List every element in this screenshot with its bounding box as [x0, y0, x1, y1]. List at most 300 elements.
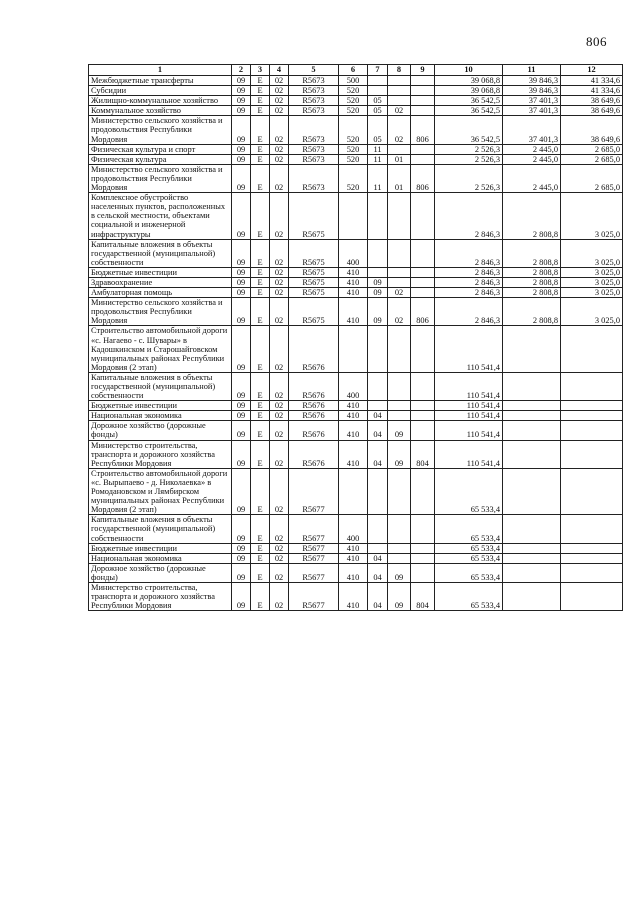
- table-row: [89, 239, 623, 267]
- code-subsection-cell: 02: [388, 116, 411, 144]
- code-subprogram-cell: Е: [251, 372, 270, 400]
- code-main-event-cell: 02: [270, 440, 289, 468]
- table-row: [89, 411, 623, 421]
- code-section-cell: 04: [368, 411, 388, 421]
- code-program-cell: 09: [232, 164, 251, 192]
- code-target-cell: R5677: [289, 553, 339, 563]
- amount-year-2-cell: [503, 372, 561, 400]
- code-expense-type-cell: 400: [339, 239, 368, 267]
- code-target-cell: R5675: [289, 239, 339, 267]
- code-subsection-cell: 02: [388, 106, 411, 116]
- row-name-cell: Национальная экономика: [89, 553, 232, 563]
- code-subprogram-cell: Е: [251, 154, 270, 164]
- column-header: 8: [388, 65, 411, 76]
- amount-year-2-cell: 39 846,3: [503, 86, 561, 96]
- code-expense-type-cell: 410: [339, 411, 368, 421]
- amount-year-1-cell: 65 533,4: [435, 468, 503, 514]
- column-header: 6: [339, 65, 368, 76]
- code-subprogram-cell: Е: [251, 582, 270, 610]
- code-expense-type-cell: 410: [339, 543, 368, 553]
- code-ministry-cell: [411, 277, 435, 287]
- code-subsection-cell: [388, 553, 411, 563]
- code-expense-type-cell: [339, 326, 368, 372]
- code-target-cell: R5677: [289, 563, 339, 582]
- code-subprogram-cell: Е: [251, 326, 270, 372]
- code-expense-type-cell: 520: [339, 144, 368, 154]
- code-main-event-cell: 02: [270, 96, 289, 106]
- code-main-event-cell: 02: [270, 239, 289, 267]
- amount-year-2-cell: [503, 553, 561, 563]
- amount-year-3-cell: 41 334,6: [561, 76, 623, 86]
- amount-year-1-cell: 65 533,4: [435, 515, 503, 543]
- code-ministry-cell: [411, 239, 435, 267]
- code-main-event-cell: 02: [270, 401, 289, 411]
- amount-year-2-cell: 2 445,0: [503, 164, 561, 192]
- code-subsection-cell: 09: [388, 440, 411, 468]
- code-subsection-cell: 02: [388, 288, 411, 298]
- row-name-cell: Капитальные вложения в объекты государственной (муниципальной) собственности: [89, 239, 232, 267]
- code-subsection-cell: [388, 401, 411, 411]
- code-section-cell: 04: [368, 553, 388, 563]
- amount-year-1-cell: 36 542,5: [435, 96, 503, 106]
- amount-year-1-cell: 2 846,3: [435, 298, 503, 326]
- code-program-cell: 09: [232, 582, 251, 610]
- code-main-event-cell: 02: [270, 288, 289, 298]
- code-section-cell: 11: [368, 164, 388, 192]
- code-section-cell: 04: [368, 563, 388, 582]
- code-section-cell: [368, 326, 388, 372]
- row-name-cell: Межбюджетные трансферты: [89, 76, 232, 86]
- code-expense-type-cell: 400: [339, 515, 368, 543]
- code-expense-type-cell: 520: [339, 106, 368, 116]
- code-subsection-cell: [388, 193, 411, 239]
- code-ministry-cell: 804: [411, 440, 435, 468]
- row-name-cell: Министерство сельского хозяйства и продовольствия Республики Мордовия: [89, 298, 232, 326]
- column-header: 10: [435, 65, 503, 76]
- amount-year-1-cell: 39 068,8: [435, 76, 503, 86]
- code-main-event-cell: 02: [270, 421, 289, 440]
- amount-year-3-cell: [561, 515, 623, 543]
- code-subsection-cell: [388, 267, 411, 277]
- code-section-cell: 04: [368, 421, 388, 440]
- code-program-cell: 09: [232, 326, 251, 372]
- amount-year-2-cell: 2 445,0: [503, 154, 561, 164]
- code-ministry-cell: [411, 144, 435, 154]
- code-target-cell: R5675: [289, 288, 339, 298]
- code-section-cell: [368, 86, 388, 96]
- code-target-cell: R5676: [289, 440, 339, 468]
- code-subsection-cell: [388, 76, 411, 86]
- code-target-cell: R5676: [289, 421, 339, 440]
- amount-year-1-cell: 110 541,4: [435, 421, 503, 440]
- amount-year-1-cell: 39 068,8: [435, 86, 503, 96]
- amount-year-3-cell: 2 685,0: [561, 144, 623, 154]
- amount-year-2-cell: 37 401,3: [503, 106, 561, 116]
- table-row: [89, 86, 623, 96]
- amount-year-2-cell: [503, 411, 561, 421]
- row-name-cell: Бюджетные инвестиции: [89, 401, 232, 411]
- code-subprogram-cell: Е: [251, 421, 270, 440]
- row-name-cell: Строительство автомобильной дороги «с. Нагаево - с. Шувары» в Кадошкинском и Старошайговском муниципальных районах Республики Мордовия (2 этап): [89, 326, 232, 372]
- table-body: [89, 76, 623, 611]
- code-ministry-cell: [411, 86, 435, 96]
- code-expense-type-cell: 400: [339, 372, 368, 400]
- code-main-event-cell: 02: [270, 553, 289, 563]
- row-name-cell: Капитальные вложения в объекты государственной (муниципальной) собственности: [89, 515, 232, 543]
- row-name-cell: Амбулаторная помощь: [89, 288, 232, 298]
- table-row: [89, 164, 623, 192]
- table-row: [89, 76, 623, 86]
- row-name-cell: Физическая культура: [89, 154, 232, 164]
- code-ministry-cell: [411, 96, 435, 106]
- row-name-cell: Дорожное хозяйство (дорожные фонды): [89, 563, 232, 582]
- amount-year-3-cell: [561, 543, 623, 553]
- code-ministry-cell: [411, 468, 435, 514]
- code-program-cell: 09: [232, 421, 251, 440]
- code-subprogram-cell: Е: [251, 86, 270, 96]
- code-subsection-cell: [388, 468, 411, 514]
- code-main-event-cell: 02: [270, 326, 289, 372]
- amount-year-1-cell: 110 541,4: [435, 401, 503, 411]
- code-target-cell: R5675: [289, 277, 339, 287]
- amount-year-2-cell: [503, 543, 561, 553]
- amount-year-1-cell: 2 846,3: [435, 277, 503, 287]
- code-target-cell: R5673: [289, 116, 339, 144]
- code-expense-type-cell: 410: [339, 553, 368, 563]
- code-ministry-cell: [411, 288, 435, 298]
- code-subsection-cell: [388, 372, 411, 400]
- code-program-cell: 09: [232, 154, 251, 164]
- row-name-cell: Капитальные вложения в объекты государственной (муниципальной) собственности: [89, 372, 232, 400]
- code-subprogram-cell: Е: [251, 116, 270, 144]
- code-program-cell: 09: [232, 288, 251, 298]
- amount-year-1-cell: 65 533,4: [435, 543, 503, 553]
- column-header: 9: [411, 65, 435, 76]
- code-program-cell: 09: [232, 86, 251, 96]
- code-main-event-cell: 02: [270, 468, 289, 514]
- code-section-cell: 09: [368, 288, 388, 298]
- code-section-cell: [368, 543, 388, 553]
- code-section-cell: 04: [368, 440, 388, 468]
- amount-year-1-cell: 2 526,3: [435, 164, 503, 192]
- amount-year-1-cell: 65 533,4: [435, 563, 503, 582]
- row-name-cell: Здравоохранение: [89, 277, 232, 287]
- table-row: [89, 144, 623, 154]
- code-program-cell: 09: [232, 468, 251, 514]
- amount-year-2-cell: [503, 515, 561, 543]
- table-row: [89, 372, 623, 400]
- code-ministry-cell: 806: [411, 164, 435, 192]
- amount-year-3-cell: [561, 468, 623, 514]
- code-ministry-cell: [411, 421, 435, 440]
- code-section-cell: 05: [368, 116, 388, 144]
- code-program-cell: 09: [232, 440, 251, 468]
- code-main-event-cell: 02: [270, 543, 289, 553]
- code-program-cell: 09: [232, 543, 251, 553]
- amount-year-2-cell: 2 808,8: [503, 267, 561, 277]
- amount-year-2-cell: [503, 440, 561, 468]
- code-expense-type-cell: [339, 468, 368, 514]
- code-ministry-cell: [411, 106, 435, 116]
- code-subprogram-cell: Е: [251, 164, 270, 192]
- code-subprogram-cell: Е: [251, 411, 270, 421]
- code-subprogram-cell: Е: [251, 277, 270, 287]
- amount-year-3-cell: 3 025,0: [561, 298, 623, 326]
- code-program-cell: 09: [232, 401, 251, 411]
- amount-year-2-cell: 2 445,0: [503, 144, 561, 154]
- table-row: [89, 401, 623, 411]
- code-main-event-cell: 02: [270, 86, 289, 96]
- row-name-cell: Дорожное хозяйство (дорожные фонды): [89, 421, 232, 440]
- code-expense-type-cell: 410: [339, 288, 368, 298]
- row-name-cell: Министерство сельского хозяйства и продовольствия Республики Мордовия: [89, 164, 232, 192]
- code-main-event-cell: 02: [270, 267, 289, 277]
- amount-year-3-cell: 3 025,0: [561, 267, 623, 277]
- column-header: 1: [89, 65, 232, 76]
- row-name-cell: Бюджетные инвестиции: [89, 543, 232, 553]
- code-expense-type-cell: 520: [339, 154, 368, 164]
- code-section-cell: [368, 372, 388, 400]
- code-program-cell: 09: [232, 106, 251, 116]
- table-row: [89, 154, 623, 164]
- row-name-cell: Субсидии: [89, 86, 232, 96]
- amount-year-2-cell: 2 808,8: [503, 277, 561, 287]
- table-row: [89, 563, 623, 582]
- code-program-cell: 09: [232, 372, 251, 400]
- code-ministry-cell: 806: [411, 116, 435, 144]
- amount-year-1-cell: 2 846,3: [435, 267, 503, 277]
- column-header: 3: [251, 65, 270, 76]
- table-row: [89, 193, 623, 239]
- table-row: [89, 421, 623, 440]
- table-row: [89, 582, 623, 610]
- row-name-cell: Министерство сельского хозяйства и продовольствия Республики Мордовия: [89, 116, 232, 144]
- code-main-event-cell: 02: [270, 515, 289, 543]
- column-header: 2: [232, 65, 251, 76]
- table-row: [89, 267, 623, 277]
- code-subsection-cell: [388, 96, 411, 106]
- code-expense-type-cell: 520: [339, 96, 368, 106]
- code-program-cell: 09: [232, 76, 251, 86]
- code-main-event-cell: 02: [270, 76, 289, 86]
- code-section-cell: [368, 267, 388, 277]
- table-row: [89, 106, 623, 116]
- code-subsection-cell: 09: [388, 421, 411, 440]
- amount-year-1-cell: 110 541,4: [435, 372, 503, 400]
- code-section-cell: 09: [368, 277, 388, 287]
- code-main-event-cell: 02: [270, 298, 289, 326]
- code-ministry-cell: [411, 553, 435, 563]
- table-row: [89, 515, 623, 543]
- code-expense-type-cell: 500: [339, 76, 368, 86]
- code-expense-type-cell: 410: [339, 421, 368, 440]
- code-section-cell: [368, 239, 388, 267]
- code-subprogram-cell: Е: [251, 543, 270, 553]
- code-section-cell: [368, 515, 388, 543]
- code-subsection-cell: [388, 326, 411, 372]
- code-subsection-cell: [388, 277, 411, 287]
- code-subsection-cell: 01: [388, 164, 411, 192]
- amount-year-1-cell: 110 541,4: [435, 326, 503, 372]
- amount-year-2-cell: 2 808,8: [503, 298, 561, 326]
- code-subsection-cell: [388, 411, 411, 421]
- code-target-cell: R5676: [289, 401, 339, 411]
- code-subsection-cell: 09: [388, 582, 411, 610]
- amount-year-1-cell: 2 526,3: [435, 154, 503, 164]
- code-subprogram-cell: Е: [251, 193, 270, 239]
- amount-year-2-cell: 37 401,3: [503, 96, 561, 106]
- code-ministry-cell: [411, 411, 435, 421]
- code-section-cell: 05: [368, 96, 388, 106]
- amount-year-2-cell: 2 808,8: [503, 288, 561, 298]
- amount-year-3-cell: [561, 411, 623, 421]
- amount-year-1-cell: 2 526,3: [435, 144, 503, 154]
- page-number: 806: [586, 34, 607, 49]
- amount-year-2-cell: 2 808,8: [503, 193, 561, 239]
- code-main-event-cell: 02: [270, 582, 289, 610]
- code-section-cell: 05: [368, 106, 388, 116]
- row-name-cell: Министерство строительства, транспорта и дорожного хозяйства Республики Мордовия: [89, 582, 232, 610]
- code-ministry-cell: [411, 563, 435, 582]
- amount-year-1-cell: 110 541,4: [435, 440, 503, 468]
- code-expense-type-cell: 520: [339, 116, 368, 144]
- code-program-cell: 09: [232, 515, 251, 543]
- code-target-cell: R5677: [289, 582, 339, 610]
- column-header: 11: [503, 65, 561, 76]
- amount-year-1-cell: 2 846,3: [435, 288, 503, 298]
- code-target-cell: R5673: [289, 86, 339, 96]
- amount-year-3-cell: 3 025,0: [561, 193, 623, 239]
- code-ministry-cell: [411, 267, 435, 277]
- table-row: [89, 468, 623, 514]
- amount-year-1-cell: 36 542,5: [435, 116, 503, 144]
- code-expense-type-cell: 410: [339, 563, 368, 582]
- amount-year-3-cell: [561, 421, 623, 440]
- table-row: [89, 543, 623, 553]
- code-target-cell: R5675: [289, 267, 339, 277]
- table-row: [89, 326, 623, 372]
- code-program-cell: 09: [232, 144, 251, 154]
- amount-year-3-cell: [561, 563, 623, 582]
- table-row: [89, 116, 623, 144]
- column-header: 12: [561, 65, 623, 76]
- code-program-cell: 09: [232, 267, 251, 277]
- table-row: [89, 277, 623, 287]
- row-name-cell: Строительство автомобильной дороги «с. Вырыпаево - д. Николаевка» в Ромодановском и Лямбирском муниципальных районах Республики Мордовия (2 этап): [89, 468, 232, 514]
- amount-year-3-cell: 3 025,0: [561, 277, 623, 287]
- table-header-row: [89, 65, 623, 76]
- code-target-cell: R5673: [289, 144, 339, 154]
- table-row: [89, 440, 623, 468]
- code-target-cell: R5673: [289, 164, 339, 192]
- code-subsection-cell: 02: [388, 298, 411, 326]
- row-name-cell: Коммунальное хозяйство: [89, 106, 232, 116]
- amount-year-2-cell: 39 846,3: [503, 76, 561, 86]
- table-row: [89, 288, 623, 298]
- code-ministry-cell: 804: [411, 582, 435, 610]
- code-target-cell: R5677: [289, 468, 339, 514]
- code-subprogram-cell: Е: [251, 106, 270, 116]
- code-ministry-cell: [411, 515, 435, 543]
- amount-year-3-cell: [561, 326, 623, 372]
- amount-year-3-cell: 41 334,6: [561, 86, 623, 96]
- budget-table: [88, 64, 623, 611]
- amount-year-2-cell: 2 808,8: [503, 239, 561, 267]
- amount-year-2-cell: 37 401,3: [503, 116, 561, 144]
- code-subsection-cell: [388, 86, 411, 96]
- amount-year-3-cell: 38 649,6: [561, 96, 623, 106]
- amount-year-3-cell: 2 685,0: [561, 164, 623, 192]
- code-subsection-cell: [388, 144, 411, 154]
- amount-year-1-cell: 65 533,4: [435, 582, 503, 610]
- code-main-event-cell: 02: [270, 563, 289, 582]
- amount-year-3-cell: [561, 582, 623, 610]
- amount-year-3-cell: 38 649,6: [561, 116, 623, 144]
- code-main-event-cell: 02: [270, 411, 289, 421]
- code-subprogram-cell: Е: [251, 144, 270, 154]
- code-target-cell: R5676: [289, 326, 339, 372]
- code-expense-type-cell: [339, 193, 368, 239]
- amount-year-2-cell: [503, 401, 561, 411]
- code-target-cell: R5673: [289, 106, 339, 116]
- row-name-cell: Бюджетные инвестиции: [89, 267, 232, 277]
- code-expense-type-cell: 520: [339, 86, 368, 96]
- code-program-cell: 09: [232, 298, 251, 326]
- table-row: [89, 298, 623, 326]
- code-main-event-cell: 02: [270, 193, 289, 239]
- amount-year-3-cell: 2 685,0: [561, 154, 623, 164]
- code-target-cell: R5673: [289, 154, 339, 164]
- code-program-cell: 09: [232, 411, 251, 421]
- code-expense-type-cell: 410: [339, 440, 368, 468]
- code-subsection-cell: [388, 515, 411, 543]
- code-section-cell: 11: [368, 144, 388, 154]
- code-target-cell: R5675: [289, 193, 339, 239]
- table-row: [89, 553, 623, 563]
- code-subsection-cell: 01: [388, 154, 411, 164]
- code-subsection-cell: 09: [388, 563, 411, 582]
- code-subprogram-cell: Е: [251, 553, 270, 563]
- code-section-cell: 11: [368, 154, 388, 164]
- amount-year-3-cell: [561, 553, 623, 563]
- code-program-cell: 09: [232, 239, 251, 267]
- code-program-cell: 09: [232, 96, 251, 106]
- column-header: 5: [289, 65, 339, 76]
- code-subsection-cell: [388, 239, 411, 267]
- code-subprogram-cell: Е: [251, 515, 270, 543]
- code-subprogram-cell: Е: [251, 440, 270, 468]
- code-subprogram-cell: Е: [251, 76, 270, 86]
- amount-year-3-cell: 38 649,6: [561, 106, 623, 116]
- amount-year-1-cell: 2 846,3: [435, 193, 503, 239]
- code-expense-type-cell: 410: [339, 277, 368, 287]
- code-program-cell: 09: [232, 563, 251, 582]
- amount-year-1-cell: 110 541,4: [435, 411, 503, 421]
- code-section-cell: [368, 401, 388, 411]
- code-expense-type-cell: 410: [339, 267, 368, 277]
- code-target-cell: R5677: [289, 543, 339, 553]
- code-ministry-cell: [411, 401, 435, 411]
- code-section-cell: [368, 76, 388, 86]
- code-ministry-cell: 806: [411, 298, 435, 326]
- code-ministry-cell: [411, 193, 435, 239]
- code-section-cell: 09: [368, 298, 388, 326]
- code-ministry-cell: [411, 154, 435, 164]
- row-name-cell: Физическая культура и спорт: [89, 144, 232, 154]
- code-expense-type-cell: 410: [339, 298, 368, 326]
- amount-year-3-cell: [561, 372, 623, 400]
- code-main-event-cell: 02: [270, 106, 289, 116]
